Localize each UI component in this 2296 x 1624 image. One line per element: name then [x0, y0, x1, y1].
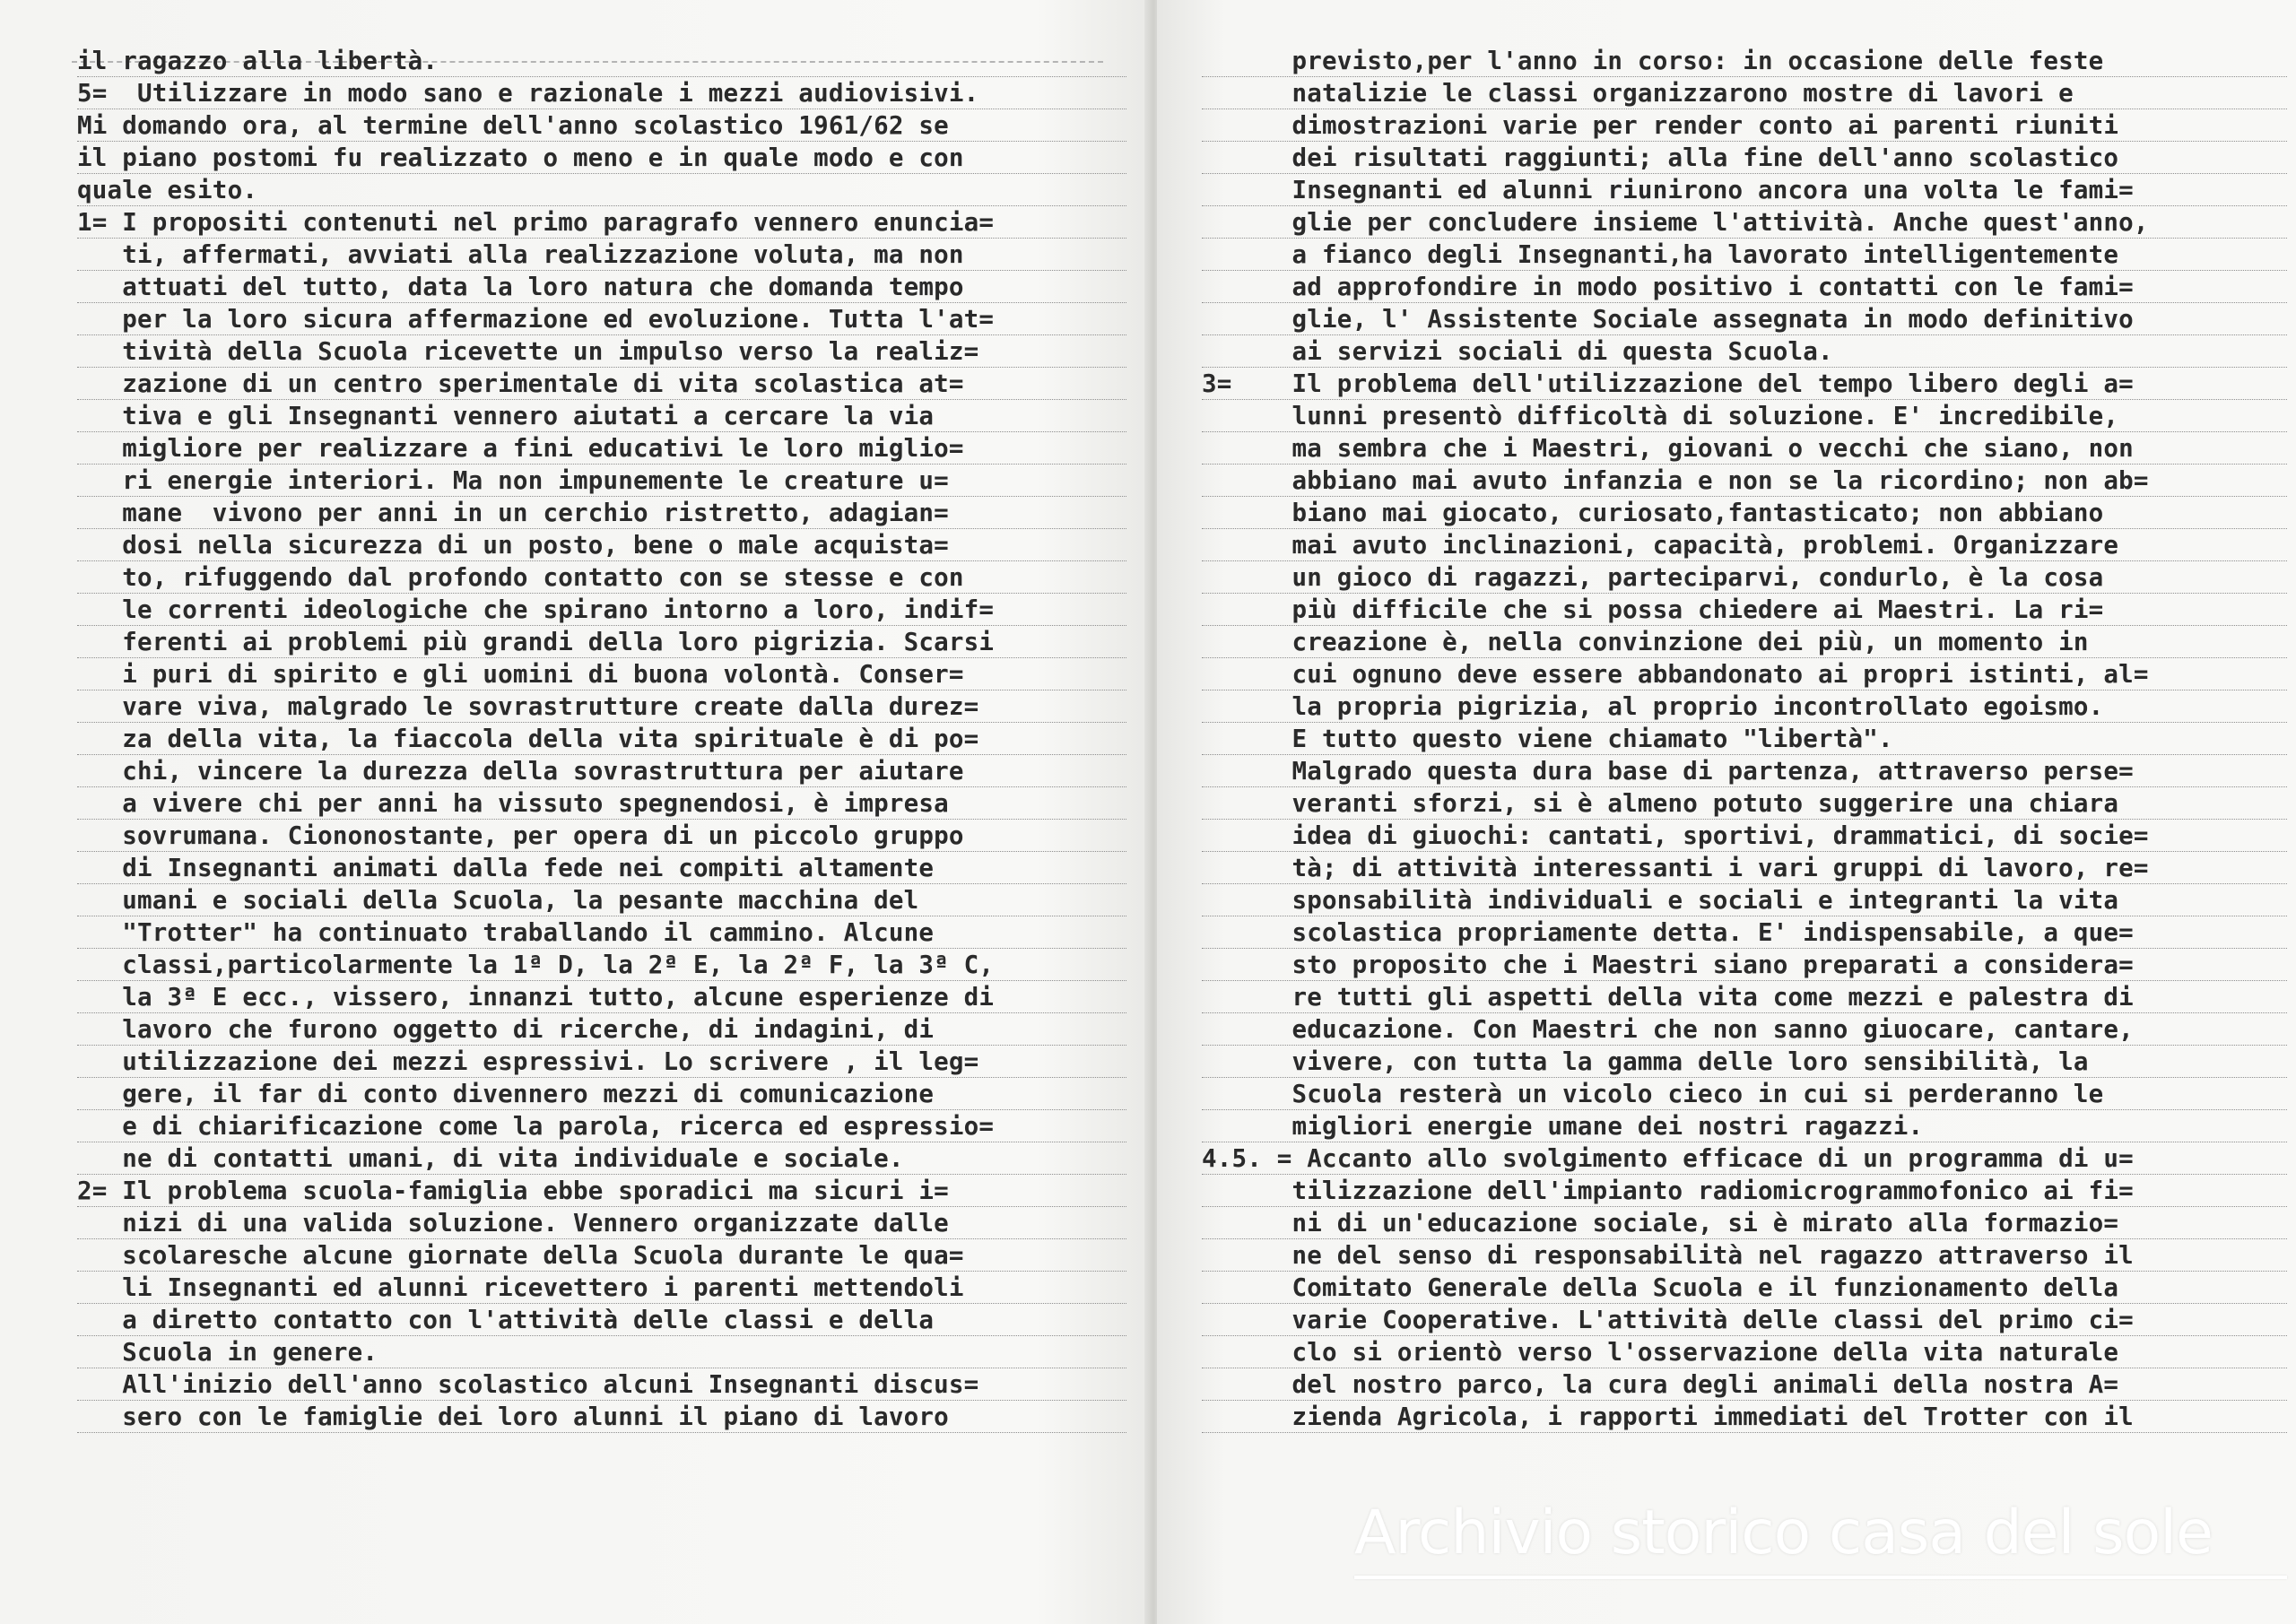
- text-line: sponsabilità individuali e sociali e integranti la vita: [1202, 884, 2287, 916]
- text-line: gere, il far di conto divennero mezzi di comunicazione: [77, 1078, 1126, 1110]
- text-line: sto proposito che i Maestri siano preparati a considera=: [1202, 949, 2287, 981]
- text-line: lavoro che furono oggetto di ricerche, di indagini, di: [77, 1013, 1126, 1046]
- text-line: dei risultati raggiunti; alla fine dell'anno scolastico: [1202, 142, 2287, 174]
- text-line: sero con le famiglie dei loro alunni il piano di lavoro: [77, 1401, 1126, 1433]
- text-line: ne del senso di responsabilità nel ragazzo attraverso il: [1202, 1239, 2287, 1272]
- text-line: ferenti ai problemi più grandi della loro pigrizia. Scarsi: [77, 626, 1126, 658]
- text-line: nizi di una valida soluzione. Vennero organizzate dalle: [77, 1207, 1126, 1239]
- text-line: biano mai giocato, curiosato,fantasticato; non abbiano: [1202, 497, 2287, 529]
- text-line: 2= Il problema scuola-famiglia ebbe sporadici ma sicuri i=: [77, 1175, 1126, 1207]
- text-line: ri energie interiori. Ma non impunemente le creature u=: [77, 465, 1126, 497]
- text-line: Comitato Generale della Scuola e il funzionamento della: [1202, 1272, 2287, 1304]
- text-line: scolaresche alcune giornate della Scuola durante le qua=: [77, 1239, 1126, 1272]
- text-line: i puri di spirito e gli uomini di buona volontà. Conser=: [77, 658, 1126, 690]
- text-line: abbiano mai avuto infanzia e non se la ricordino; non ab=: [1202, 465, 2287, 497]
- text-line: ai servizi sociali di questa Scuola.: [1202, 335, 2287, 368]
- text-line: chi, vincere la durezza della sovrastruttura per aiutare: [77, 755, 1126, 787]
- text-line: sovrumana. Ciononostante, per opera di un piccolo gruppo: [77, 820, 1126, 852]
- text-line: dosi nella sicurezza di un posto, bene o male acquista=: [77, 529, 1126, 561]
- text-line: lunni presentò difficoltà di soluzione. E' incredibile,: [1202, 400, 2287, 432]
- text-line: la propria pigrizia, al proprio incontrollato egoismo.: [1202, 690, 2287, 723]
- text-line: za della vita, la fiaccola della vita spirituale è di po=: [77, 723, 1126, 755]
- text-line: il piano postomi fu realizzato o meno e in quale modo e con: [77, 142, 1126, 174]
- text-line: classi,particolarmente la 1ª D, la 2ª E, la 2ª F, la 3ª C,: [77, 949, 1126, 981]
- text-line: il ragazzo alla libertà.: [77, 45, 1126, 77]
- text-line: Mi domando ora, al termine dell'anno scolastico 1961/62 se: [77, 109, 1126, 142]
- text-line: E tutto questo viene chiamato "libertà".: [1202, 723, 2287, 755]
- text-line: zazione di un centro sperimentale di vita scolastica at=: [77, 368, 1126, 400]
- archive-watermark: Archivio storico casa del sole: [1354, 1498, 2213, 1568]
- text-line: più difficile che si possa chiedere ai Maestri. La ri=: [1202, 594, 2287, 626]
- text-line: dimostrazioni varie per render conto ai parenti riuniti: [1202, 109, 2287, 142]
- text-line: umani e sociali della Scuola, la pesante macchina del: [77, 884, 1126, 916]
- text-line: tilizzazione dell'impianto radiomicrogrammofonico ai fi=: [1202, 1175, 2287, 1207]
- text-line: del nostro parco, la cura degli animali della nostra A=: [1202, 1368, 2287, 1401]
- text-line: creazione è, nella convinzione dei più, un momento in: [1202, 626, 2287, 658]
- text-line: zienda Agricola, i rapporti immediati del Trotter con il: [1202, 1401, 2287, 1433]
- text-line: tività della Scuola ricevette un impulso verso la realiz=: [77, 335, 1126, 368]
- text-line: attuati del tutto, data la loro natura che domanda tempo: [77, 271, 1126, 303]
- text-line: Scuola in genere.: [77, 1336, 1126, 1368]
- text-line: ma sembra che i Maestri, giovani o vecchi che siano, non: [1202, 432, 2287, 465]
- text-line: scolastica propriamente detta. E' indispensabile, a que=: [1202, 916, 2287, 949]
- text-line: glie per concludere insieme l'attività. Anche quest'anno,: [1202, 206, 2287, 239]
- text-line: educazione. Con Maestri che non sanno giuocare, cantare,: [1202, 1013, 2287, 1046]
- text-line: ad approfondire in modo positivo i contatti con le fami=: [1202, 271, 2287, 303]
- text-line: tà; di attività interessanti i vari gruppi di lavoro, re=: [1202, 852, 2287, 884]
- text-line: quale esito.: [77, 174, 1126, 206]
- text-line: a fianco degli Insegnanti,ha lavorato intelligentemente: [1202, 239, 2287, 271]
- text-line: 3= Il problema dell'utilizzazione del tempo libero degli a=: [1202, 368, 2287, 400]
- text-line: cui ognuno deve essere abbandonato ai propri istinti, al=: [1202, 658, 2287, 690]
- text-line: mai avuto inclinazioni, capacità, problemi. Organizzare: [1202, 529, 2287, 561]
- text-line: migliori energie umane dei nostri ragazzi.: [1202, 1110, 2287, 1142]
- text-line: ne di contatti umani, di vita individuale e sociale.: [77, 1142, 1126, 1175]
- text-line: Scuola resterà un vicolo cieco in cui si perderanno le: [1202, 1078, 2287, 1110]
- text-line: di Insegnanti animati dalla fede nei compiti altamente: [77, 852, 1126, 884]
- text-line: veranti sforzi, si è almeno potuto suggerire una chiara: [1202, 787, 2287, 820]
- text-line: vivere, con tutta la gamma delle loro sensibilità, la: [1202, 1046, 2287, 1078]
- text-line: 4.5. = Accanto allo svolgimento efficace di un programma di u=: [1202, 1142, 2287, 1175]
- text-line: 5= Utilizzare in modo sano e razionale i mezzi audiovisivi.: [77, 77, 1126, 109]
- text-line: ni di un'educazione sociale, si è mirato alla formazio=: [1202, 1207, 2287, 1239]
- text-line: utilizzazione dei mezzi espressivi. Lo scrivere , il leg=: [77, 1046, 1126, 1078]
- text-line: varie Cooperative. L'attività delle classi del primo ci=: [1202, 1304, 2287, 1336]
- text-line: un gioco di ragazzi, parteciparvi, condurlo, è la cosa: [1202, 561, 2287, 594]
- text-line: migliore per realizzare a fini educativi le loro miglio=: [77, 432, 1126, 465]
- text-line: per la loro sicura affermazione ed evoluzione. Tutta l'at=: [77, 303, 1126, 335]
- text-line: tiva e gli Insegnanti vennero aiutati a cercare la via: [77, 400, 1126, 432]
- text-line: natalizie le classi organizzarono mostre di lavori e: [1202, 77, 2287, 109]
- text-line: ti, affermati, avviati alla realizzazione voluta, ma non: [77, 239, 1126, 271]
- text-line: la 3ª E ecc., vissero, innanzi tutto, alcune esperienze di: [77, 981, 1126, 1013]
- text-line: vare viva, malgrado le sovrastrutture create dalla durez=: [77, 690, 1126, 723]
- text-line: All'inizio dell'anno scolastico alcuni Insegnanti discus=: [77, 1368, 1126, 1401]
- text-line: to, rifuggendo dal profondo contatto con se stesse e con: [77, 561, 1126, 594]
- watermark-underline: [1354, 1576, 2287, 1579]
- text-line: clo si orientò verso l'osservazione della vita naturale: [1202, 1336, 2287, 1368]
- text-line: a vivere chi per anni ha vissuto spegnendosi, è impresa: [77, 787, 1126, 820]
- text-line: idea di giuochi: cantati, sportivi, drammatici, di socie=: [1202, 820, 2287, 852]
- right-page: [1157, 0, 2296, 1624]
- text-line: Malgrado questa dura base di partenza, attraverso perse=: [1202, 755, 2287, 787]
- text-line: e di chiarificazione come la parola, ricerca ed espressio=: [77, 1110, 1126, 1142]
- text-line: a diretto contatto con l'attività delle classi e della: [77, 1304, 1126, 1336]
- text-line: li Insegnanti ed alunni ricevettero i parenti mettendoli: [77, 1272, 1126, 1304]
- text-line: le correnti ideologiche che spirano intorno a loro, indif=: [77, 594, 1126, 626]
- text-line: glie, l' Assistente Sociale assegnata in modo definitivo: [1202, 303, 2287, 335]
- text-line: "Trotter" ha continuato traballando il cammino. Alcune: [77, 916, 1126, 949]
- text-line: 1= I propositi contenuti nel primo paragrafo vennero enuncia=: [77, 206, 1126, 239]
- text-line: re tutti gli aspetti della vita come mezzi e palestra di: [1202, 981, 2287, 1013]
- text-line: Insegnanti ed alunni riunirono ancora una volta le fami=: [1202, 174, 2287, 206]
- text-line: mane vivono per anni in un cerchio ristretto, adagian=: [77, 497, 1126, 529]
- text-line: previsto,per l'anno in corso: in occasione delle feste: [1202, 45, 2287, 77]
